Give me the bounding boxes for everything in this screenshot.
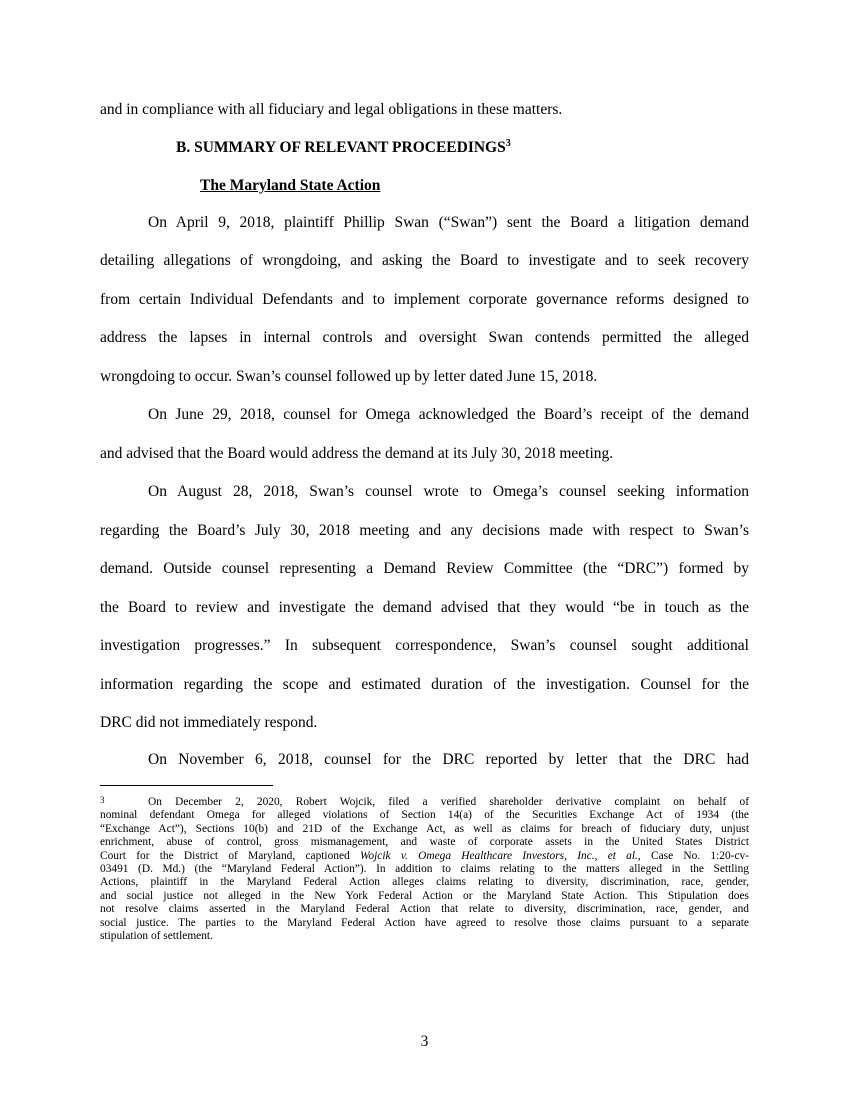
body-line: DRC did not immediately respond. (100, 714, 318, 731)
body-line: On August 28, 2018, Swan’s counsel wrote to Omega’s counsel seeking information (148, 483, 749, 500)
case-caption: Wojcik v. Omega Healthcare Investors, Inc., et al. (359, 850, 638, 862)
body-line: the Board to review and investigate the demand advised that they would “be in touch as the (100, 599, 749, 616)
section-heading (176, 138, 511, 158)
footnote-line: 03491 (D. Md.) (the “Maryland Federal Action”). In addition to claims relating to the matters alleged in the Settling (100, 863, 749, 875)
body-line: and in compliance with all fiduciary and legal obligations in these matters. (100, 101, 563, 118)
footnote-separator (100, 785, 273, 786)
footnote-line: and social justice not alleged in the New York Federal Action or the Maryland State Action. This Stipulation does (100, 890, 749, 902)
body-line: wrongdoing to occur. Swan’s counsel followed up by letter dated June 15, 2018. (100, 368, 598, 385)
footnote-line: On December 2, 2020, Robert Wojcik, filed a verified shareholder derivative complaint on behalf of (148, 796, 749, 808)
body-line: address the lapses in internal controls and oversight Swan contends permitted the alleged (100, 329, 749, 346)
body-line: demand. Outside counsel representing a Demand Review Committee (the “DRC”) formed by (100, 560, 749, 577)
footnote-text: Court for the District of Maryland, captioned (100, 850, 360, 862)
body-line: from certain Individual Defendants and to implement corporate governance reforms designed to (100, 291, 749, 308)
footnote-line: stipulation of settlement. (100, 930, 213, 942)
body-line: investigation progresses.” In subsequent correspondence, Swan’s counsel sought additional (100, 637, 749, 654)
footnote-line: “Exchange Act”), Sections 10(b) and 21D of the Exchange Act, as well as claims for breach of fiduciary duty, unjust (100, 823, 749, 835)
body-line: On November 6, 2018, counsel for the DRC reported by letter that the DRC had (148, 751, 749, 768)
footnote-text: , Case No. 1:20-cv- (637, 850, 749, 862)
subsection-heading: The Maryland State Action (200, 177, 381, 194)
footnote-number: 3 (100, 795, 105, 805)
footnote-line: nominal defendant Omega for alleged violations of Section 14(a) of the Securities Exchange Act of 1934 (the (100, 809, 749, 821)
footnote-line (100, 850, 749, 863)
body-line: regarding the Board’s July 30, 2018 meeting and any decisions made with respect to Swan’s (100, 522, 749, 539)
footnote-line: Actions, plaintiff in the Maryland Federal Action alleges claims relating to diversity, discrimination, race, gender, (100, 876, 749, 888)
footnote-line: enrichment, abuse of control, gross mismanagement, and waste of corporate assets in the United States District (100, 836, 749, 848)
footnote-line: social justice. The parties to the Maryland Federal Action have agreed to resolve those claims pursuant to a separate (100, 917, 749, 929)
page-number: 3 (420, 1033, 429, 1050)
section-heading-text: B. SUMMARY OF RELEVANT PROCEEDINGS (176, 139, 506, 156)
footnote-ref: 3 (505, 138, 511, 149)
body-line: On June 29, 2018, counsel for Omega acknowledged the Board’s receipt of the demand (148, 406, 749, 423)
body-line: detailing allegations of wrongdoing, and asking the Board to investigate and to seek recovery (100, 252, 749, 269)
body-line: information regarding the scope and estimated duration of the investigation. Counsel for the (100, 676, 749, 693)
footnote-line: not resolve claims asserted in the Maryland Federal Action that relate to diversity, discrimination, race, gender, and (100, 903, 749, 915)
body-line: On April 9, 2018, plaintiff Phillip Swan (“Swan”) sent the Board a litigation demand (148, 214, 749, 231)
body-line: and advised that the Board would address the demand at its July 30, 2018 meeting. (100, 445, 614, 462)
